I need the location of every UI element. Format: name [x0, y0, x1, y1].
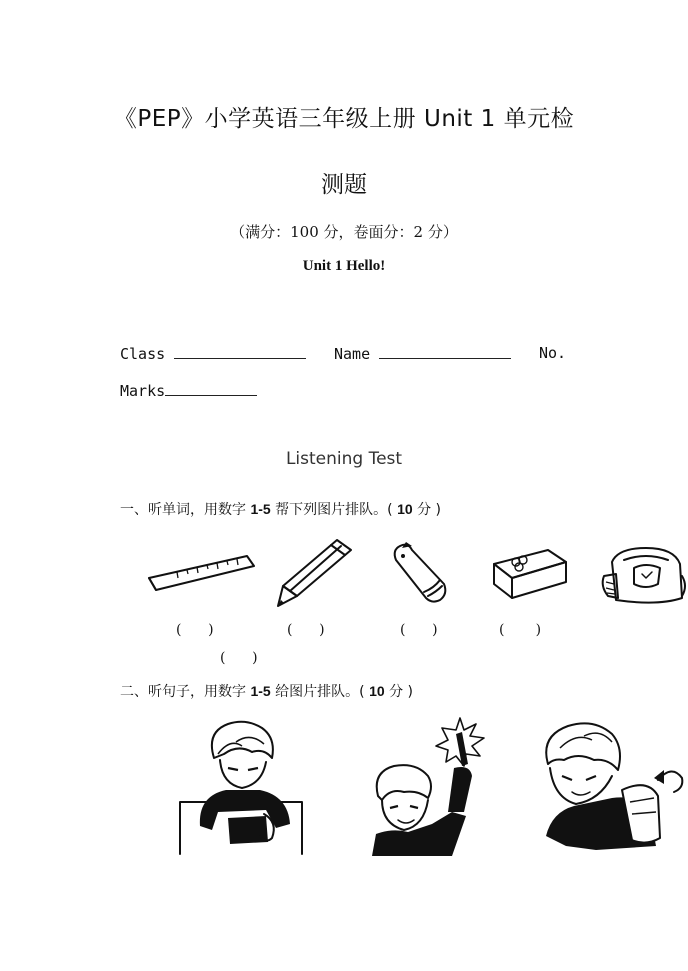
document-title-line1: 《PEP》小学英语三年级上册 Unit 1 单元检: [113, 106, 575, 132]
name-label: Name: [334, 345, 371, 363]
q1-answer-slot-1[interactable]: ( ): [176, 622, 214, 638]
question-2-prompt: [120, 681, 413, 701]
q2-suffix: 给图片排队。(: [270, 684, 370, 700]
boy-holding-pencil-picture: [368, 716, 488, 856]
document-title-line2: 测题: [321, 172, 367, 198]
q1-prefix: 一、听单词，用数字: [120, 502, 251, 518]
ruler-picture: [147, 552, 257, 597]
name-blank[interactable]: [379, 344, 511, 359]
q2-range: 1-5: [250, 683, 271, 699]
no-label: No.: [539, 344, 567, 362]
q1-points: 10: [397, 501, 413, 517]
q1-suffix: 帮下列图片排队。(: [270, 502, 398, 518]
schoolbag-picture: [598, 544, 688, 608]
name-field: [334, 344, 511, 363]
boy-with-schoolbag-picture: [536, 718, 686, 854]
unit-title: Unit 1 Hello!: [302, 258, 386, 274]
q1-answer-slot-3[interactable]: ( ): [400, 622, 438, 638]
eraser-picture: [490, 544, 570, 602]
listening-test-heading: Listening Test: [285, 449, 403, 469]
score-note: （满分：100 分，卷面分：2 分）: [230, 223, 458, 241]
question-1-prompt: [120, 499, 441, 519]
crayon-picture: [388, 540, 452, 606]
q1-unit: 分 ): [412, 502, 442, 518]
q1-answer-slot-5[interactable]: ( ): [220, 650, 258, 666]
marks-label: Marks: [120, 382, 166, 400]
q1-range: 1-5: [250, 501, 271, 517]
q1-answer-slot-4[interactable]: ( ): [499, 622, 542, 638]
q2-points: 10: [369, 683, 385, 699]
marks-blank[interactable]: [165, 381, 257, 396]
class-label: Class: [120, 345, 166, 363]
marks-field: [120, 381, 257, 400]
class-field: [120, 344, 306, 363]
pencil-picture: [275, 538, 355, 610]
boy-opening-book-picture: [176, 718, 306, 854]
class-blank[interactable]: [174, 344, 306, 359]
q2-prefix: 二、听句子，用数字: [120, 684, 251, 700]
no-field: [539, 344, 566, 362]
q2-unit: 分 ): [384, 684, 414, 700]
q1-answer-slot-2[interactable]: ( ): [287, 622, 325, 638]
